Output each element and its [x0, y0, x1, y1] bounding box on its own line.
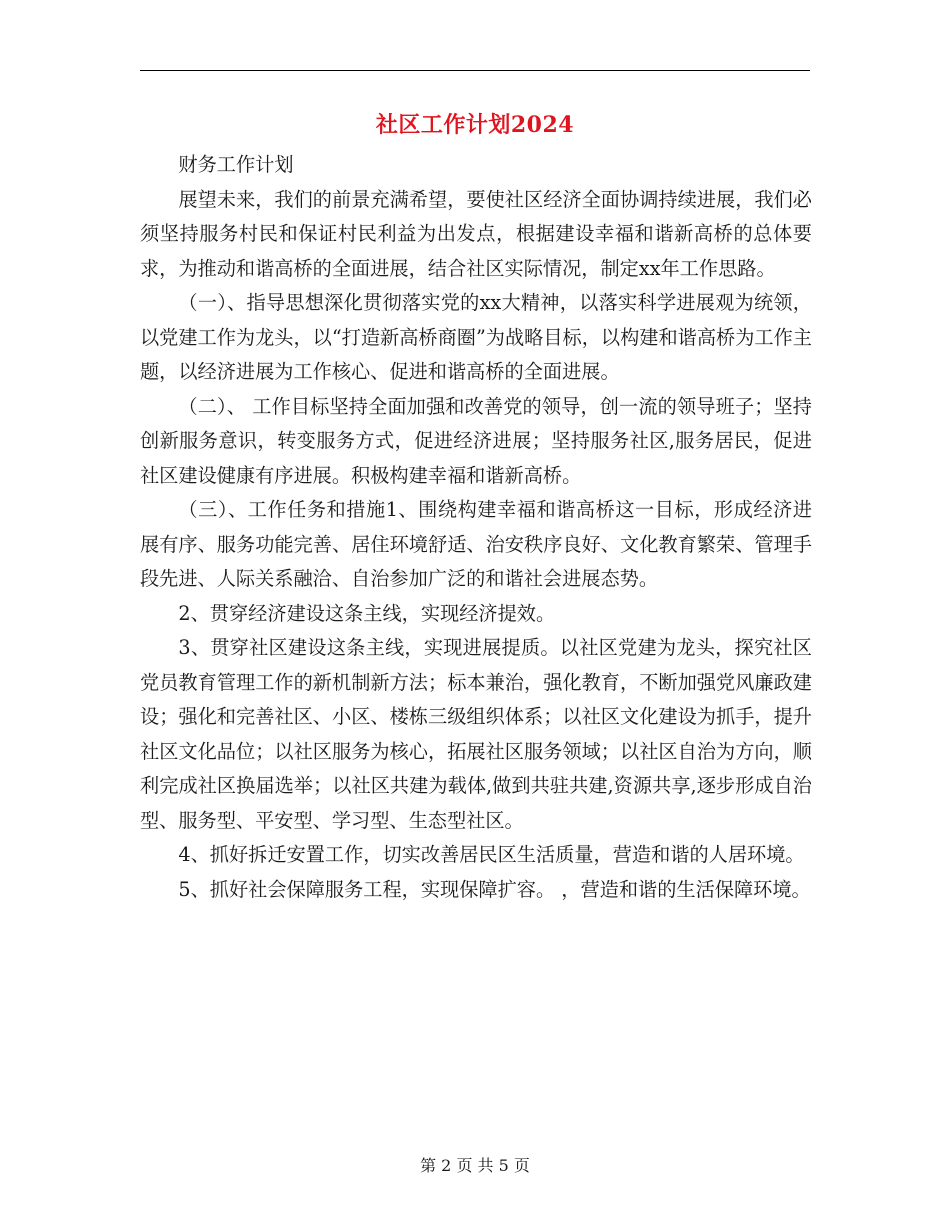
paragraph-item-4: 4、抓好拆迁安置工作，切实改善居民区生活质量，营造和谐的人居环境。	[178, 843, 805, 866]
header-rule	[140, 70, 810, 71]
document-body	[140, 148, 812, 907]
paragraph-item-5: 5、抓好社会保障服务工程，实现保障扩容。 ，营造和谐的生活保障环境。	[178, 877, 811, 901]
paragraph-item-2: 2、贯穿经济建设这条主线，实现经济提效。	[178, 601, 556, 625]
paragraph-tasks-measures: （三）、工作任务和措施1、围绕构建幸福和谐高桥这一目标，形成经济进展有序、服务功能完善、居住环境舒适、治安秩序良好、文化教育繁荣、管理手段先进、人际关系融洽、自治参加广泛的和谐社会进展态势。	[140, 498, 812, 590]
page-number-footer: 第 2 页 共 5 页	[420, 1156, 530, 1175]
paragraph-heading: 财务工作计划	[178, 153, 294, 176]
paragraph-item-3: 3、贯穿社区建设这条主线，实现进展提质。以社区党建为龙头，探究社区党员教育管理工作的新机制新方法；标本兼治，强化教育，不断加强党风廉政建设；强化和完善社区、小区、楼栋三级组织体系；以社区文化建设为抓手，提升社区文化品位；以社区服务为核心，拓展社区服务领域；以社区自治为方向，顺利完成社区换届选举；以社区共建为载体,做到共驻共建,资源共享,逐步形成自治型、服务型、平安型、学习型、生态型社区。	[140, 636, 812, 832]
paragraph-guiding-ideology: （一）、指导思想深化贯彻落实党的xx大精神，以落实科学进展观为统领，以党建工作为龙头，以“打造新高桥商圈”为战略目标，以构建和谐高桥为工作主题，以经济进展为工作核心、促进和谐高桥的全面进展。	[140, 291, 812, 383]
document-title: 社区工作计划2024	[375, 112, 575, 138]
paragraph-intro: 展望未来，我们的前景充满希望，要使社区经济全面协调持续进展，我们必须坚持服务村民和保证村民利益为出发点，根据建设幸福和谐新高桥的总体要求，为推动和谐高桥的全面进展，结合社区实际情况，制定xx年工作思路。	[140, 187, 812, 280]
paragraph-work-goals: （二）、 工作目标坚持全面加强和改善党的领导，创一流的领导班子；坚持创新服务意识，转变服务方式，促进经济进展；坚持服务社区,服务居民，促进社区建设健康有序进展。积极构建幸福和谐新高桥。	[140, 394, 812, 487]
